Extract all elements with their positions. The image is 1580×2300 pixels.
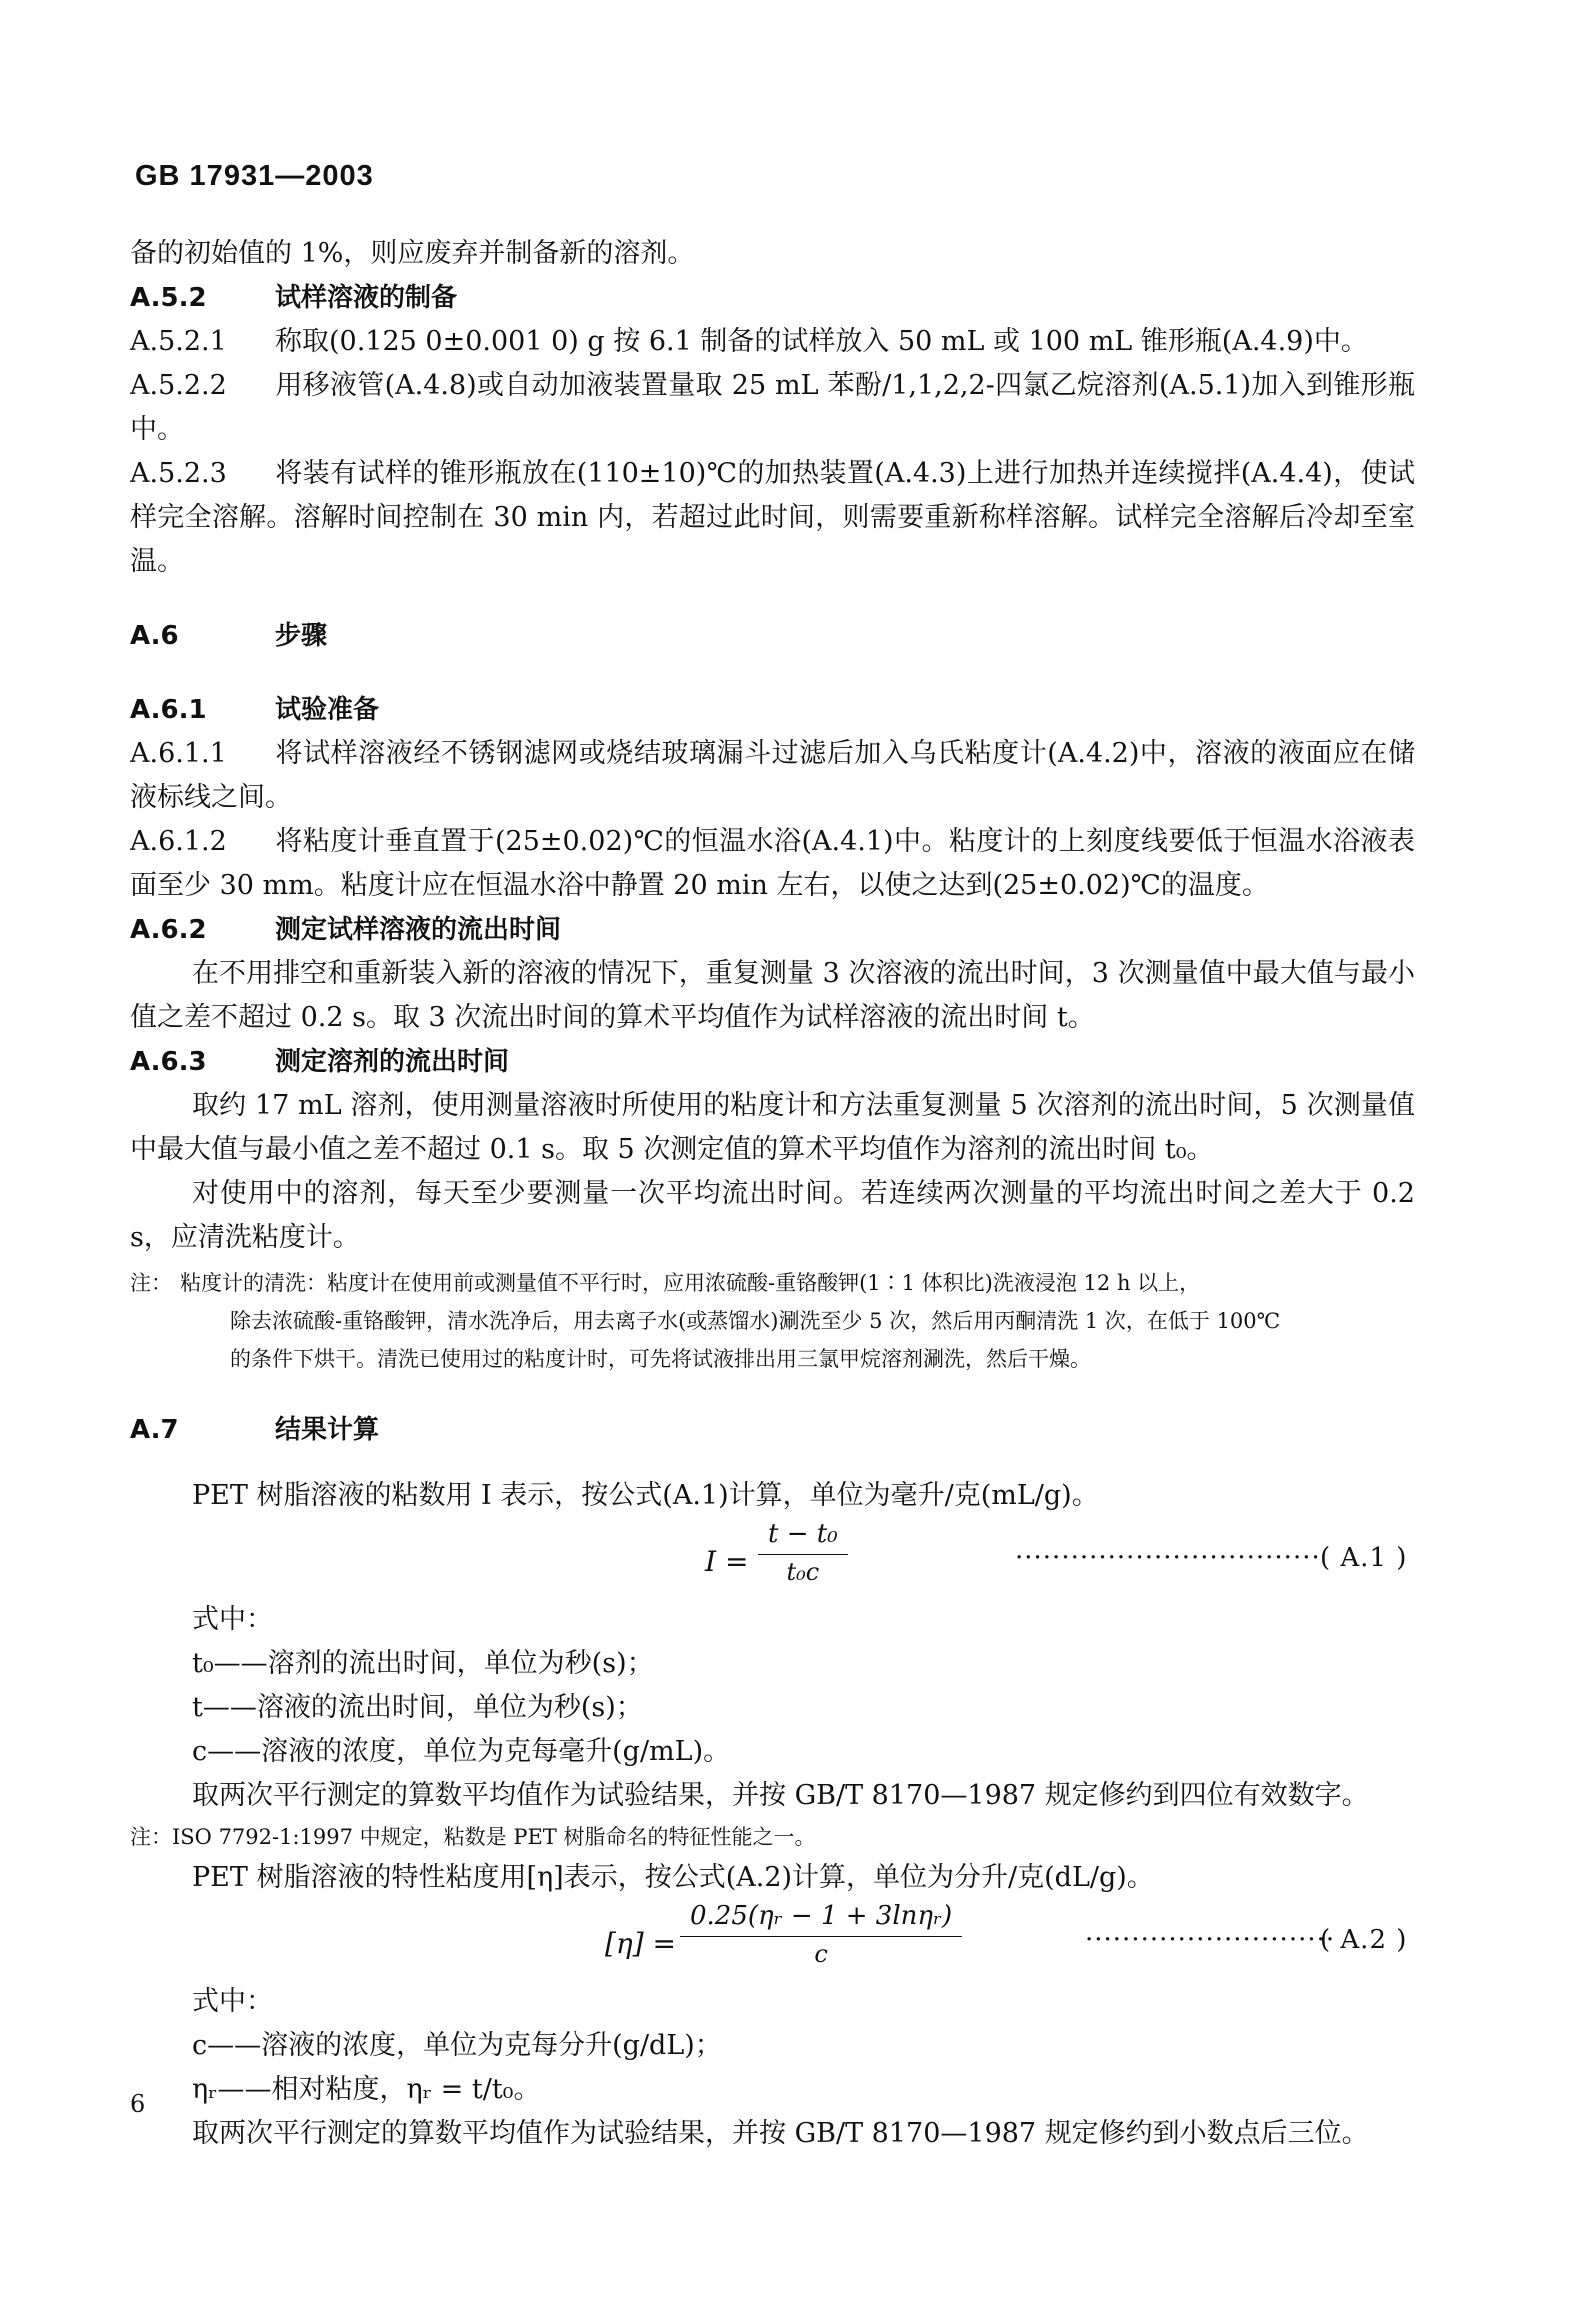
formula-denominator: t₀c [786, 1558, 820, 1586]
note-cleaning [130, 1264, 1415, 1378]
formula-label: ( A.1 ) [1320, 1543, 1408, 1573]
page-body [130, 232, 1415, 2156]
clause-text: 将装有试样的锥形瓶放在(110±10)℃的加热装置(A.4.3)上进行加热并连续搅拌(A.4.4)，使试样完全溶解。溶解时间控制在 30 min 内，若超过此时间，则需要重新称样溶解。试样完全溶解后冷却至室温。 [130, 458, 1415, 577]
heading-number: A.6.3 [130, 1047, 207, 1077]
formula-a1 [130, 1518, 1415, 1598]
heading-a52 [130, 276, 1415, 320]
heading-a6 [130, 614, 1415, 658]
clause-a5-2-2 [130, 364, 1415, 452]
paragraph-a7-intro-2: PET 树脂溶液的特性粘度用[η]表示，按公式(A.2)计算，单位为分升/克(dL/g)。 [192, 1862, 1154, 1893]
formula-label: ( A.2 ) [1320, 1925, 1408, 1955]
note-label: 注： [130, 1271, 172, 1295]
clause-number: A.6.1.2 [130, 826, 227, 857]
definition-item: ηᵣ——相对粘度，ηᵣ = t/t₀。 [192, 2074, 541, 2105]
formula-a2 [130, 1900, 1415, 1980]
heading-a63 [130, 1040, 1415, 1084]
definition-item: c——溶液的浓度，单位为克每分升(g/dL)； [192, 2030, 722, 2061]
clause-a6-1-2 [130, 820, 1415, 908]
definition-item: t₀——溶剂的流出时间，单位为秒(s)； [192, 1648, 654, 1679]
formula-denominator: c [814, 1940, 828, 1968]
heading-title: 试样溶液的制备 [275, 283, 458, 313]
paragraph-a6-2: 在不用排空和重新装入新的溶液的情况下，重复测量 3 次溶液的流出时间，3 次测量值中最大值与最小值之差不超过 0.2 s。取 3 次流出时间的算术平均值作为试样溶液的流出时间 t。 [130, 958, 1415, 1033]
paragraph-continued: 备的初始值的 1%，则应废弃并制备新的溶剂。 [130, 238, 695, 269]
heading-title: 测定溶剂的流出时间 [275, 1047, 510, 1077]
heading-a7 [130, 1408, 1415, 1452]
heading-title: 试验准备 [275, 695, 380, 725]
heading-number: A.5.2 [130, 283, 207, 313]
where-label: 式中： [192, 1986, 273, 2017]
note-iso: 注：ISO 7792-1:1997 中规定，粘数是 PET 树脂命名的特征性能之一。 [130, 1825, 816, 1849]
clause-number: A.5.2.1 [130, 326, 227, 357]
heading-number: A.6.1 [130, 695, 207, 725]
formula-fraction [758, 1518, 848, 1589]
formula-leader-dots: ··························· [1085, 1925, 1336, 1955]
formula-lhs: I = [705, 1545, 749, 1578]
formula-numerator: t − t₀ [758, 1518, 848, 1555]
standard-code: GB 17931—2003 [135, 160, 374, 192]
clause-number: A.5.2.3 [130, 458, 227, 489]
heading-number: A.7 [130, 1415, 179, 1445]
formula-fraction [680, 1900, 962, 1971]
clause-a6-1-1 [130, 732, 1415, 820]
definition-list-2 [130, 2024, 1415, 2112]
heading-title: 步骤 [275, 621, 328, 651]
heading-number: A.6 [130, 621, 179, 651]
note-line-1 [130, 1264, 1415, 1302]
clause-text: 将试样溶液经不锈钢滤网或烧结玻璃漏斗过滤后加入乌氏粘度计(A.4.2)中，溶液的液面应在储液标线之间。 [130, 738, 1415, 813]
paragraph-a7-intro: PET 树脂溶液的粘数用 I 表示，按公式(A.1)计算，单位为毫升/克(mL/g)。 [192, 1480, 1099, 1511]
definition-item: c——溶液的浓度，单位为克每毫升(g/mL)。 [192, 1736, 731, 1767]
heading-a61 [130, 688, 1415, 732]
paragraph-a6-3-1: 取约 17 mL 溶剂，使用测量溶液时所使用的粘度计和方法重复测量 5 次溶剂的流出时间，5 次测量值中最大值与最小值之差不超过 0.1 s。取 5 次测定值的算术平均值作为溶剂的流出时间 t₀。 [130, 1090, 1415, 1165]
heading-title: 测定试样溶液的流出时间 [275, 915, 562, 945]
note-text: 粘度计的清洗：粘度计在使用前或测量值不平行时，应用浓硫酸-重铬酸钾(1∶1 体积比)洗液浸泡 12 h 以上， [180, 1271, 1201, 1295]
clause-number: A.6.1.1 [130, 738, 227, 769]
clause-a5-2-1 [130, 320, 1415, 364]
clause-a5-2-3 [130, 452, 1415, 584]
page-number: 6 [130, 2090, 146, 2118]
clause-text: 称取(0.125 0±0.001 0) g 按 6.1 制备的试样放入 50 mL 或 100 mL 锥形瓶(A.4.9)中。 [275, 326, 1368, 357]
paragraph-result-2: 取两次平行测定的算数平均值作为试验结果，并按 GB/T 8170—1987 规定修约到小数点后三位。 [192, 2118, 1369, 2149]
clause-text: 将粘度计垂直置于(25±0.02)℃的恒温水浴(A.4.1)中。粘度计的上刻度线要低于恒温水浴液表面至少 30 mm。粘度计应在恒温水浴中静置 20 min 左右，以使之达到(25±0.02)℃的温度。 [130, 826, 1415, 901]
heading-number: A.6.2 [130, 915, 207, 945]
paragraph-a6-3-2: 对使用中的溶剂，每天至少要测量一次平均流出时间。若连续两次测量的平均流出时间之差大于 0.2 s，应清洗粘度计。 [130, 1178, 1415, 1253]
formula-numerator: 0.25(ηᵣ − 1 + 3lnηᵣ) [680, 1900, 962, 1937]
clause-number: A.5.2.2 [130, 370, 227, 401]
heading-title: 结果计算 [275, 1415, 380, 1445]
paragraph-result-1: 取两次平行测定的算数平均值作为试验结果，并按 GB/T 8170—1987 规定修约到四位有效数字。 [192, 1780, 1369, 1811]
clause-text: 用移液管(A.4.8)或自动加液装置量取 25 mL 苯酚/1,1,2,2-四氯乙烷溶剂(A.5.1)加入到锥形瓶中。 [130, 370, 1415, 445]
note-line-2: 除去浓硫酸-重铬酸钾，清水洗净后，用去离子水(或蒸馏水)涮洗至少 5 次，然后用丙酮清洗 1 次，在低于 100℃ [230, 1309, 1281, 1333]
where-label: 式中： [192, 1604, 273, 1635]
formula-leader-dots: ································· [1015, 1543, 1321, 1573]
formula-lhs: [η] = [605, 1927, 676, 1960]
heading-a62 [130, 908, 1415, 952]
definition-list-1 [130, 1642, 1415, 1774]
definition-item: t——溶液的流出时间，单位为秒(s)； [192, 1692, 643, 1723]
note-line-3: 的条件下烘干。清洗已使用过的粘度计时，可先将试液排出用三氯甲烷溶剂涮洗，然后干燥。 [230, 1347, 1091, 1371]
